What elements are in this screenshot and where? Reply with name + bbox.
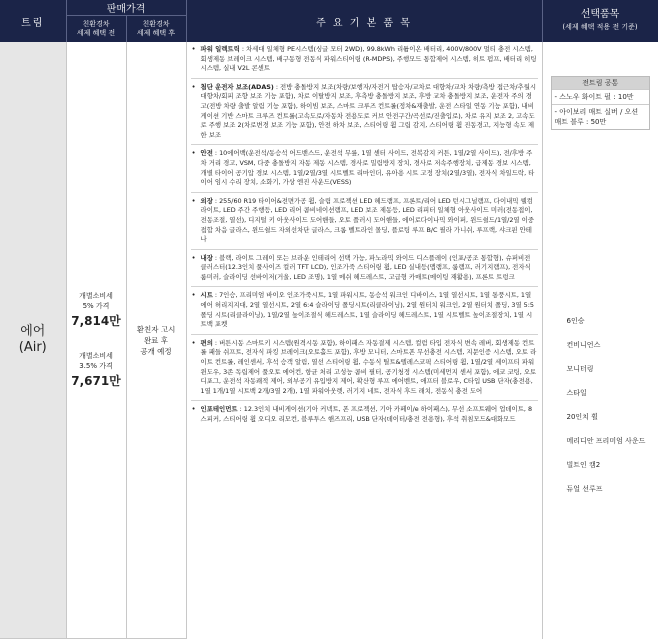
option-item: 듀얼 선루프: [566, 485, 603, 493]
price-group-header: 판매가격: [66, 0, 186, 16]
feature-title: 내장: [200, 253, 213, 262]
feature-title: 안전: [200, 149, 213, 158]
feature-text: : 255/60 R19 타이어&전면가공 휠, 슬림 프로젝션 LED 헤드램프, 프론트/리어 LED 턴시그널램프, 다이내믹 웰컴 라이트, LED 주간 주행등, LED 리어 콤비네이션램프, LED 보조 제동등, LED 리피터 일체형 아웃사이드 미러(전동접이, 전동조절, 열선), 디지털 키 아웃사이드 도어핸들, 오토 플러시 도어핸들, 에어로다이나믹 와이퍼, 윈드쉴드/1열/2열 이중접합 차음 글라스, 윈드쉴드 자외선차단 글라스, 크롬 벨트라인 몰딩, 플로팅 루프 B/C 필라 가니쉬, 루프랙, 샤크핀 안테나: [200, 196, 534, 244]
feature-text: : 7인승, 프리미엄 바이오 인조가죽시트, 1열 파워시트, 동승석 워크인 디바이스, 1열 열선시트, 1열 통풍시트, 1열 에어 허리지지대, 2열 열선시트, 2열 6:4 슬라이딩 폴딩시트(리클라이닝), 2열 원터치 워크인, 2열 원터치 폴딩, 3열 5:5 폴딩 시트(리클라이닝), 1열/2열 높이조절식 헤드레스트, 1열 슬라이딩 헤드레스트, 1열 시트벨트 높이조절장치, 1열 시트백 포켓: [200, 291, 534, 329]
trim-name-en: (Air): [18, 340, 47, 355]
feature-title: 외장: [200, 196, 213, 205]
feature-text: : 12.3인치 내비게이션(기아 커넥트, 폰 프로젝션, 기아 카페이/e 하이패스), 무선 소프트웨어 업데이트, 8스피커, 스티어링 휠 오디오 리모컨, 블루투스 핸즈프리, USB 단자(데이터/충전 전용형), 후석 취침모드&대화모드: [200, 405, 533, 423]
option-item: 컨비니언스: [566, 341, 601, 349]
common-option-box: [551, 76, 651, 130]
feature-block: [191, 339, 538, 402]
price-before-cell: [66, 42, 126, 639]
options-header-title: 선택품목: [580, 9, 620, 20]
trim-row: [0, 42, 658, 639]
price-label: 개별소비세: [79, 352, 113, 360]
bullet-icon: •: [191, 45, 196, 53]
feature-title: 첨단 운전자 보조(ADAS): [200, 82, 274, 91]
price-block-1: [67, 291, 126, 329]
price-block-2: [67, 351, 126, 389]
feature-title: 파워 일렉트릭: [200, 45, 240, 53]
options-header: [542, 0, 658, 42]
features-cell: [186, 42, 542, 639]
option-item: 20인치 휠: [566, 413, 598, 421]
feature-text: : 차세대 일체형 PE시스템(싱글 모터 2WD), 99.8kWh 리튬이온 배터리, 400V/800V 멀티 충전 시스템, 회생제동 브레이크 시스템, 배구동형 전동식 파워스티어링 (R-MDPS), 주행모드 통합제어 시스템, 히트 펌프, 배터리 히팅 시스템, 실내 V2L 콘센트: [200, 45, 537, 73]
feature-block: [191, 405, 538, 428]
price-label: 3.5% 가격: [79, 362, 113, 370]
trim-cell: [0, 42, 66, 639]
price-label: 개별소비세: [79, 292, 113, 300]
price-after-cell: 환친자 고시 완료 후 공개 예정: [126, 42, 186, 639]
features-header: 주 요 기 본 품 목: [186, 0, 542, 42]
option-item: 모니터링: [566, 365, 594, 373]
common-option-title: 전트림 공통: [552, 77, 650, 89]
price-value: 7,814만: [71, 314, 121, 328]
feature-text: : 블랙, 라이트 그레이 또는 브라운 인테리어 선택 가능, 파노라믹 와이드 디스플레이 (인포/공조 통합형), 슈퍼비전 클러스터(12.3인치 풀사이즈 컬러 TFT LCD), 인조가죽 스티어링 휠, LED 실내등(맵램프, 룸램프, 러기지램프), 전자식 룸미러, 슬라이딩 선바이저(거울, LED 조명), 1열 메쉬 헤드레스트, 고급형 카매트(메이팅 재활용), 프론트 트렁크: [200, 253, 531, 281]
feature-block: [191, 45, 538, 79]
bullet-icon: •: [191, 196, 196, 205]
trim-name: 에어: [20, 324, 46, 339]
common-option-item: - 아이보리 매트 실버 / 오션 매트 블루 : 50만: [552, 104, 650, 129]
option-item: 메리디안 프리미엄 사운드: [566, 437, 646, 445]
bullet-icon: •: [191, 291, 196, 300]
option-item: 6인승: [566, 317, 585, 325]
feature-text: : 10에어백(운전석/동승석 어드밴스드, 운전석 무릎, 1열 센터 사이드, 전복감지 커튼, 1열/2열 사이드), 전/후방 주차 거리 경고, VSM, 다중 충돌방지 자동 제동 시스템, 경사로 밀림방지 장치, 경사로 저속주행장치, 급제동 경보 시스템, 개별 타이어 공기압 경보 시스템, 1열/2열/3열 시트벨트 리마인더, 유아용 시트 고정 장치(2열/3열), 전자식 차일드락, 타이어 임시 수리 장치, 소화기, 가상 엔진 사운드(VESS): [200, 149, 535, 187]
options-header-note: (세제 혜택 적용 전 기준): [562, 23, 638, 31]
bullet-icon: •: [191, 82, 196, 91]
feature-block: [191, 254, 538, 288]
price-value: 7,671만: [71, 374, 121, 388]
feature-title: 시트: [200, 291, 213, 300]
common-option-item: - 스노우 화이트 펄 : 10만: [552, 89, 650, 104]
bullet-icon: •: [191, 253, 196, 262]
feature-title: 편의: [200, 338, 213, 347]
feature-block: [191, 197, 538, 250]
bullet-icon: •: [191, 149, 196, 158]
options-cell: [542, 42, 658, 639]
bullet-icon: •: [191, 405, 196, 414]
feature-block: [191, 291, 538, 334]
feature-text: : 전방 충돌방지 보조(차량/보행자/자전거 탑승자/교차로 대향차/교차 차량/측방 접근차/추월시 대향차/회피 조향 보조 기능 포함), 차로 이탈방지 보조, 후측방 충돌방지 보조, 후방 교차 충돌방지 보조, 운전자 주의 경고(전방 차량 출발 알림 기능 포함), 하이빔 보조, 스마트 크루즈 컨트롤(정차&재출발, 운전 스타일 연동 기능 포함), 내비게이션 기반 스마트 크루즈 컨트롤(고속도로/자동차 전용도로 커브 안전구간/곡선로/진출입로), 차로 유지 보조 2, 고속도로 주행 보조 2(차로변경 보조 기능 포함), 안전 하차 보조, 스티어링 휠 그립 감지, 스티어링 휠 진동경고, 지능형 속도 제한 보조: [200, 82, 537, 139]
header-row-1: [0, 0, 658, 16]
feature-block: [191, 149, 538, 192]
trim-header: 트림: [0, 0, 66, 42]
option-item: 빌트인 캠2: [566, 461, 601, 469]
bullet-icon: •: [191, 338, 196, 347]
feature-title: 인포테인먼트: [200, 405, 238, 414]
option-list: [543, 316, 658, 508]
feature-block: [191, 83, 538, 146]
option-item: 스타일: [566, 389, 587, 397]
price-before-header: 친환경차 세제 혜택 전: [66, 16, 126, 43]
price-after-header: 친환경차 세제 혜택 후: [126, 16, 186, 43]
feature-text: : 버튼시동 스마트키 시스템(원격시동 포함), 하이패스 자동결제 시스템, 컬럼 타입 전자식 변속 레버, 회생제동 컨트롤 패들 쉬프트, 전자식 파킹 브레이크(오토홀드 포함), 후방 모니터, 스마트폰 무선충전 시스템, 지문인증 시스템, 오토 라이트 컨트롤, 레인센서, 후석 승객 알림, 열선 스티어링 휠, 수동식 틸트&텔레스코픽 스티어링 휠, 1열/2열 세이프티 파워윈도우, 3존 독립제어 풀오토 에어컨, 항균 처리 고성능 콤비 필터, 공기청정 시스템(미세먼지 센서 포함), 에코 코팅, 오토디포그, 운전석 자동쾌적 제어, 외부공기 유입방지 제어, 확산형 루프 에어벤트, 애프터 블로우, C타입 USB 단자(충전용, 1열 1개/1열 시트백 2개/3열 2개), 1열 파워아웃렛, 러기지 네트, 전자식 후드 래치, 전동식 충전 도어: [200, 338, 537, 395]
price-label: 5% 가격: [82, 302, 110, 310]
